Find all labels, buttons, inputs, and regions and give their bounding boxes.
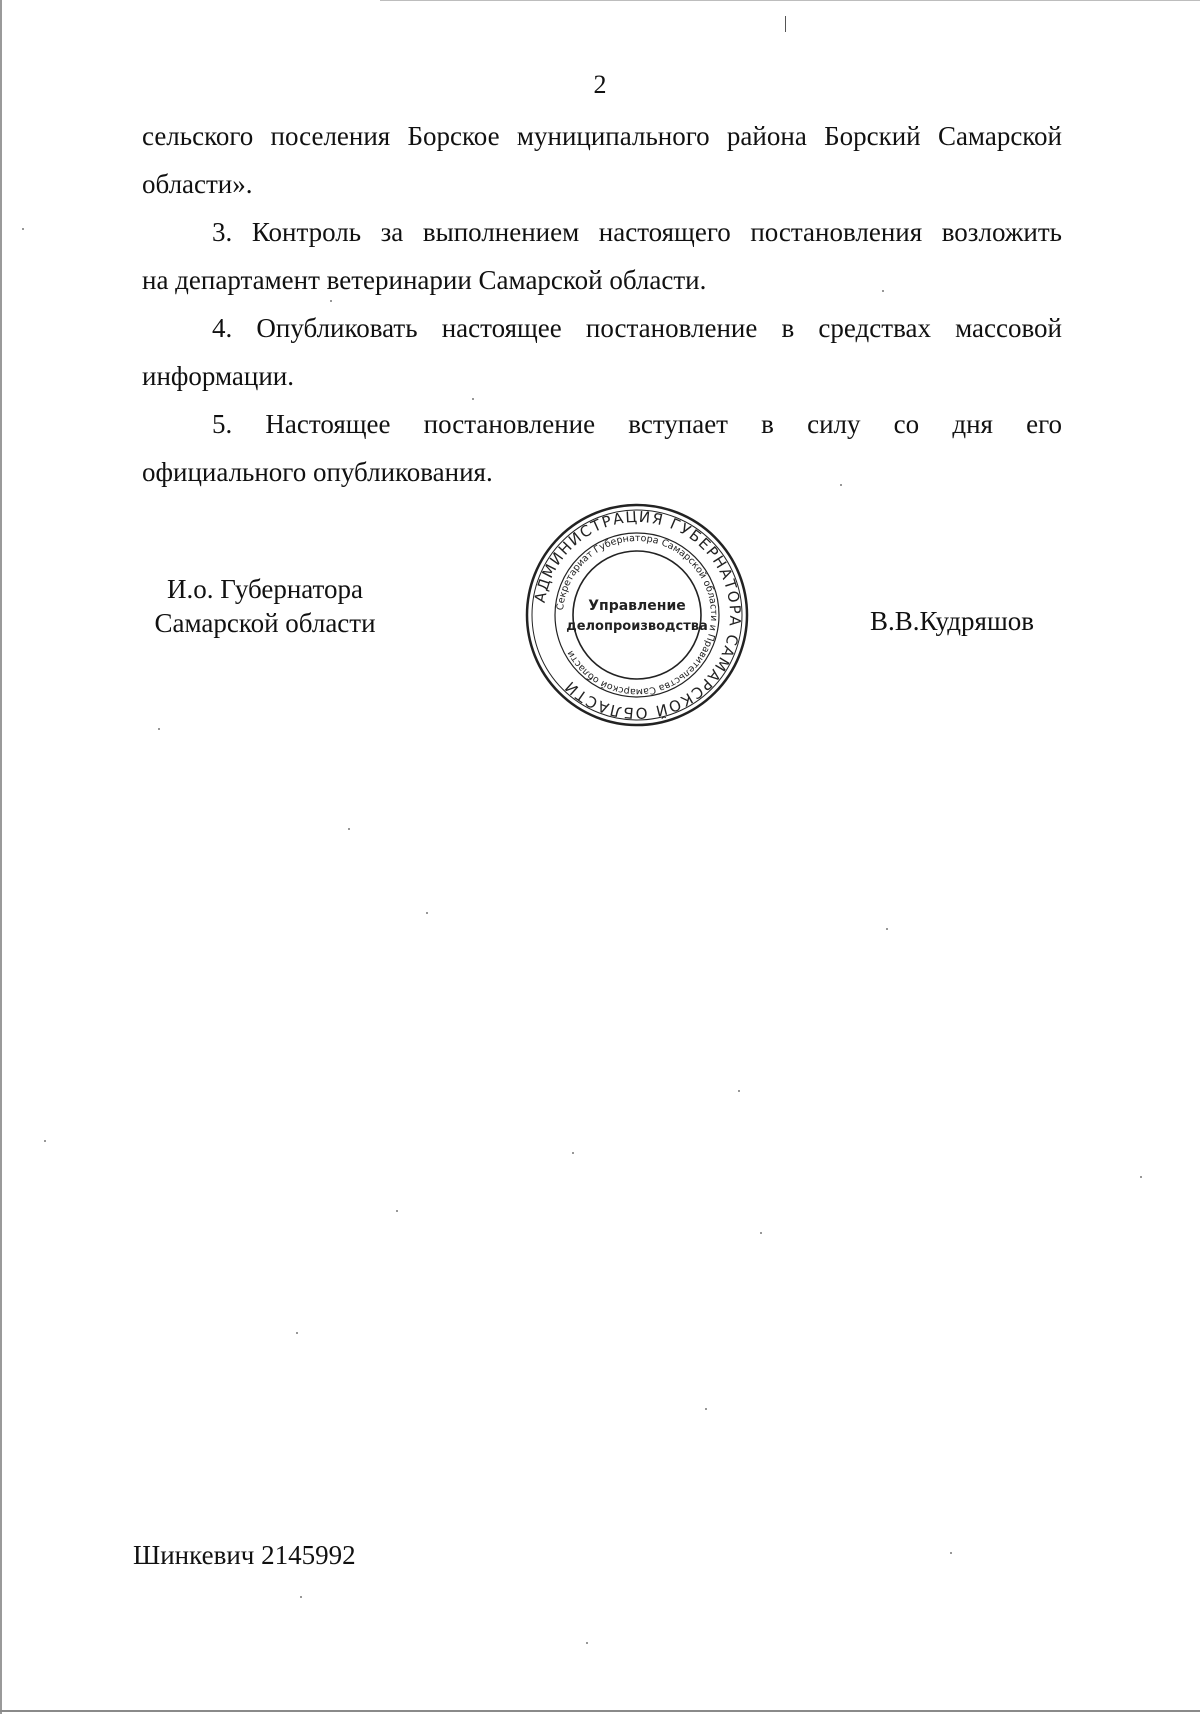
scan-speck: [426, 912, 428, 914]
scan-speck: [22, 228, 24, 230]
paragraph-3-line-2: информации.: [142, 361, 294, 391]
paragraph-2-line-2: на департамент ветеринарии Самарской области.: [142, 265, 707, 295]
scan-speck: [886, 928, 888, 930]
signatory-title-line-2: Самарской области: [154, 608, 376, 638]
scan-speck: [840, 484, 842, 486]
scan-speck: [330, 300, 332, 302]
seal-inner-ring: [573, 551, 701, 679]
signatory-title-line-1: И.о. Губернатора: [166, 574, 363, 604]
seal-center-line-2: делопроизводства: [566, 619, 708, 634]
scan-speck: [760, 1232, 762, 1234]
seal-inner-text: Секретариат Губернатора Самарской области и Правительства Самарской области: [555, 532, 720, 698]
scan-speck: [950, 1552, 952, 1554]
scan-speck: [572, 1152, 574, 1154]
scan-speck: [158, 728, 160, 730]
scan-mark: [785, 16, 786, 32]
scan-speck: [586, 1642, 588, 1644]
scan-edge-left: [0, 0, 2, 1714]
signatory-title: [140, 572, 390, 640]
scan-speck: [1140, 1176, 1142, 1178]
paragraph-2-line-1: 3. Контроль за выполнением настоящего постановления возложить: [212, 217, 1062, 247]
scan-speck: [738, 1090, 740, 1092]
paragraph-1-line-2: области».: [142, 169, 253, 199]
scan-speck: [396, 1210, 398, 1212]
scan-speck: [882, 290, 884, 292]
scan-edge-top: [380, 0, 1200, 1]
official-seal: [524, 502, 750, 728]
seal-center-line-1: Управление: [588, 598, 686, 614]
seal-outer-text: АДМИНИСТРАЦИЯ ГУБЕРНАТОРА САМАРСКОЙ ОБЛАСТИ: [530, 507, 745, 723]
paragraph-4-line-2: официального опубликования.: [142, 457, 493, 487]
executor-note: Шинкевич 2145992: [133, 1540, 356, 1570]
scan-speck: [296, 1332, 298, 1334]
page-number: 2: [593, 70, 607, 99]
scan-speck: [300, 1596, 302, 1598]
paragraph-4-line-1: 5. Настоящее постановление вступает в силу со дня его: [212, 409, 1062, 439]
paragraph-1-line-1: сельского поселения Борское муниципального района Борский Самарской: [142, 121, 1062, 151]
signatory-name: В.В.Кудряшов: [870, 606, 1034, 636]
scan-edge-bottom: [0, 1710, 1200, 1712]
paragraph-3-line-1: 4. Опубликовать настоящее постановление в средствах массовой: [212, 313, 1062, 343]
scan-speck: [705, 1408, 707, 1410]
scan-speck: [44, 1140, 46, 1142]
scan-speck: [348, 828, 350, 830]
scan-speck: [472, 398, 474, 400]
